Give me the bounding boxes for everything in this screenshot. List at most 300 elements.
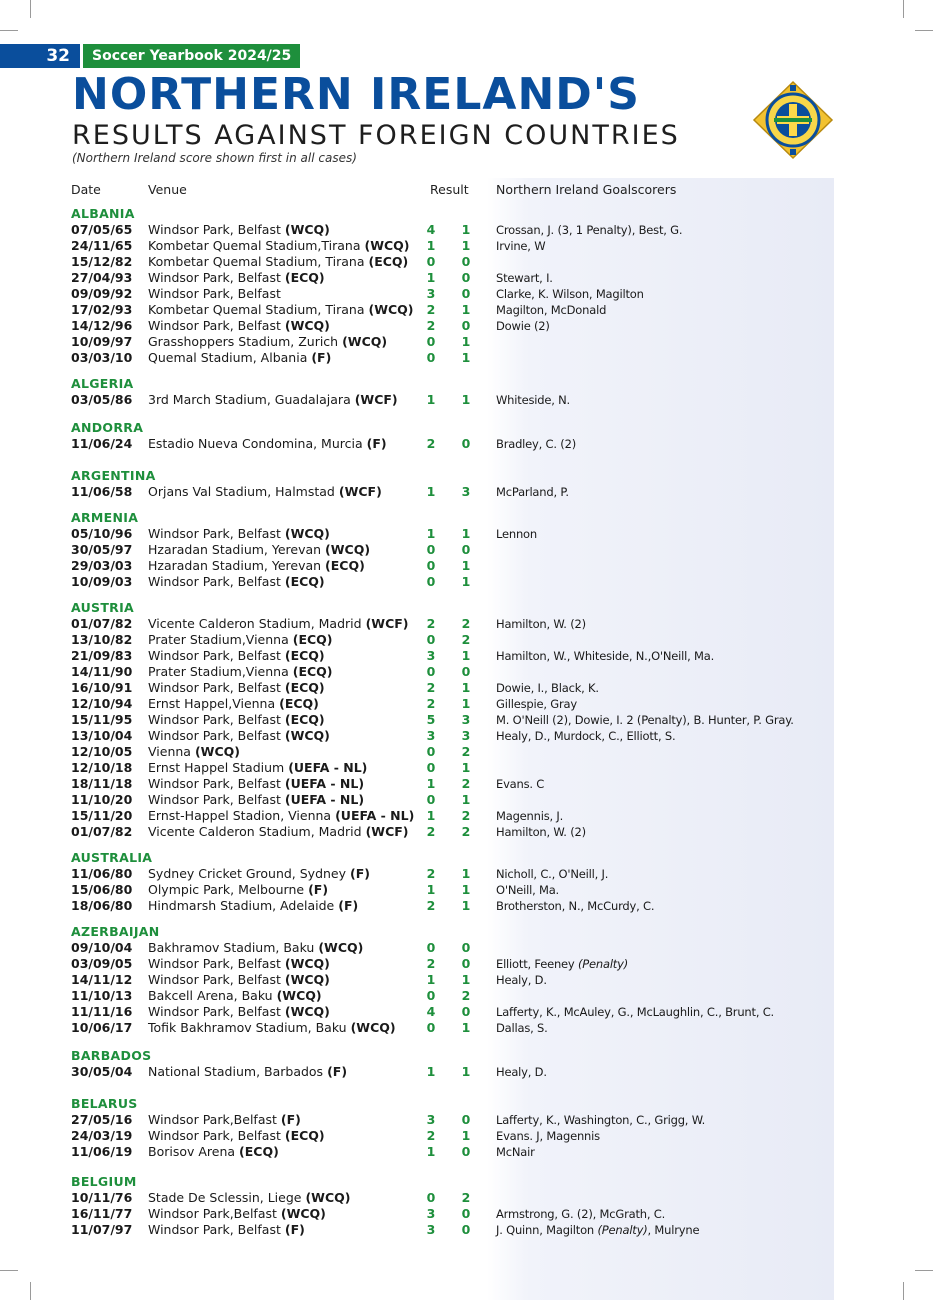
opponent-score: 1 xyxy=(461,350,471,365)
venue-name: Windsor Park, Belfast xyxy=(148,222,281,237)
match-venue xyxy=(148,988,322,1004)
match-row xyxy=(0,956,933,972)
match-venue xyxy=(148,898,358,914)
venue-name: Sydney Cricket Ground, Sydney xyxy=(148,866,347,881)
ni-score: 0 xyxy=(426,1020,436,1035)
ni-score: 4 xyxy=(426,222,436,237)
match-venue xyxy=(148,1112,301,1128)
match-venue xyxy=(148,632,333,648)
match-venue xyxy=(148,302,414,318)
match-date: 03/09/05 xyxy=(71,956,133,971)
match-venue xyxy=(148,1064,347,1080)
match-date: 13/10/82 xyxy=(71,632,133,647)
competition-code: (ECQ) xyxy=(279,696,319,711)
match-row xyxy=(0,664,933,680)
country-heading xyxy=(0,600,933,616)
match-date: 12/10/94 xyxy=(71,696,133,711)
goalscorers: Nicholl, C., O'Neill, J. xyxy=(496,867,609,881)
country-name: ALBANIA xyxy=(71,206,135,221)
venue-name: Estadio Nueva Condomina, Murcia xyxy=(148,436,363,451)
goalscorers: Whiteside, N. xyxy=(496,393,570,407)
country-name: BARBADOS xyxy=(71,1048,152,1063)
competition-code: (F) xyxy=(311,350,332,365)
competition-code: (WCQ) xyxy=(284,222,330,237)
ni-score: 2 xyxy=(426,696,436,711)
crop-mark xyxy=(915,30,933,31)
opponent-score: 0 xyxy=(461,1112,471,1127)
match-row xyxy=(0,1144,933,1160)
ni-score: 2 xyxy=(426,866,436,881)
goalscorers: Dowie (2) xyxy=(496,319,550,333)
competition-code: (WCQ) xyxy=(318,940,364,955)
match-date: 11/07/97 xyxy=(71,1222,133,1237)
match-row xyxy=(0,222,933,238)
match-venue xyxy=(148,956,330,972)
match-venue xyxy=(148,222,330,238)
competition-code: (UEFA - NL) xyxy=(284,776,365,791)
match-venue xyxy=(148,866,370,882)
opponent-score: 0 xyxy=(461,940,471,955)
ni-score: 0 xyxy=(426,940,436,955)
competition-code: (WCQ) xyxy=(284,318,330,333)
competition-code: (WCQ) xyxy=(305,1190,351,1205)
country-name: ALGERIA xyxy=(71,376,134,391)
match-date: 15/12/82 xyxy=(71,254,133,269)
opponent-score: 2 xyxy=(461,808,471,823)
opponent-score: 1 xyxy=(461,1128,471,1143)
goalscorers: Dallas, S. xyxy=(496,1021,548,1035)
competition-code: (WCF) xyxy=(365,616,409,631)
opponent-score: 0 xyxy=(461,436,471,451)
goalscorers: Lafferty, K., McAuley, G., McLaughlin, C., Brunt, C. xyxy=(496,1005,775,1019)
country-heading xyxy=(0,206,933,222)
opponent-score: 0 xyxy=(461,270,471,285)
opponent-score: 1 xyxy=(461,648,471,663)
ni-score: 2 xyxy=(426,898,436,913)
opponent-score: 0 xyxy=(461,956,471,971)
score-note: (Northern Ireland score shown first in all cases) xyxy=(72,151,357,165)
match-date: 01/07/82 xyxy=(71,824,133,839)
match-row xyxy=(0,728,933,744)
goalscorers: Crossan, J. (3, 1 Penalty), Best, G. xyxy=(496,223,683,237)
competition-code: (WCQ) xyxy=(284,972,330,987)
match-venue xyxy=(148,792,364,808)
match-date: 11/06/19 xyxy=(71,1144,133,1159)
venue-name: Windsor Park, Belfast xyxy=(148,286,281,301)
country-name: AUSTRIA xyxy=(71,600,135,615)
competition-code: (F) xyxy=(350,866,370,881)
competition-code: (ECQ) xyxy=(284,1128,325,1143)
match-row xyxy=(0,270,933,286)
publication-label: Soccer Yearbook 2024/25 xyxy=(83,44,300,68)
match-date: 14/11/90 xyxy=(71,664,133,679)
match-row xyxy=(0,760,933,776)
ni-score: 0 xyxy=(426,744,436,759)
match-row xyxy=(0,392,933,408)
venue-name: Windsor Park, Belfast xyxy=(148,574,281,589)
country-name: AUSTRALIA xyxy=(71,850,153,865)
venue-name: Vienna xyxy=(148,744,191,759)
competition-code: (F) xyxy=(338,898,359,913)
opponent-score: 0 xyxy=(461,254,471,269)
ni-score: 2 xyxy=(426,616,436,631)
competition-code: (ECQ) xyxy=(284,680,325,695)
match-row xyxy=(0,808,933,824)
venue-name: Kombetar Quemal Stadium, Tirana xyxy=(148,254,365,269)
ni-score: 3 xyxy=(426,648,436,663)
competition-code: (F) xyxy=(280,1112,301,1127)
goalscorers: Healy, D. xyxy=(496,973,547,987)
competition-code: (WCF) xyxy=(354,392,398,407)
country-heading xyxy=(0,850,933,866)
match-date: 11/06/24 xyxy=(71,436,133,451)
goalscorers: Hamilton, W., Whiteside, N.,O'Neill, Ma. xyxy=(496,649,715,663)
match-row xyxy=(0,616,933,632)
ni-score: 0 xyxy=(426,792,436,807)
goalscorers: Healy, D. xyxy=(496,1065,547,1079)
match-venue xyxy=(148,350,331,366)
opponent-score: 1 xyxy=(461,792,471,807)
ni-score: 1 xyxy=(426,484,436,499)
match-row xyxy=(0,1206,933,1222)
page-number: 32 xyxy=(0,44,80,68)
competition-code: (ECQ) xyxy=(284,712,325,727)
opponent-score: 1 xyxy=(461,866,471,881)
ni-score: 3 xyxy=(426,1222,436,1237)
match-row xyxy=(0,632,933,648)
ni-score: 0 xyxy=(426,558,436,573)
match-row xyxy=(0,1112,933,1128)
match-date: 27/05/16 xyxy=(71,1112,133,1127)
competition-code: (UEFA - NL) xyxy=(335,808,415,823)
goalscorers: Gillespie, Gray xyxy=(496,697,577,711)
match-date: 24/11/65 xyxy=(71,238,133,253)
match-date: 11/10/13 xyxy=(71,988,133,1003)
ni-score: 1 xyxy=(426,392,436,407)
goalscorers: McParland, P. xyxy=(496,485,569,499)
ni-score: 1 xyxy=(426,238,436,253)
match-row xyxy=(0,648,933,664)
match-date: 10/09/03 xyxy=(71,574,133,589)
results-list xyxy=(0,206,933,1238)
country-heading xyxy=(0,468,933,484)
match-row xyxy=(0,824,933,840)
match-venue xyxy=(148,558,365,574)
goalscorers: Brotherston, N., McCurdy, C. xyxy=(496,899,655,913)
goalscorers: Magennis, J. xyxy=(496,809,564,823)
match-date: 01/07/82 xyxy=(71,616,133,631)
goalscorers: Clarke, K. Wilson, Magilton xyxy=(496,287,644,301)
venue-name: Windsor Park, Belfast xyxy=(148,956,281,971)
competition-code: (WCQ) xyxy=(284,526,330,541)
match-row xyxy=(0,1064,933,1080)
crop-mark xyxy=(903,1282,904,1300)
match-venue xyxy=(148,574,325,590)
match-date: 14/12/96 xyxy=(71,318,133,333)
venue-name: Hzaradan Stadium, Yerevan xyxy=(148,542,322,557)
opponent-score: 1 xyxy=(461,1064,471,1079)
venue-name: Kombetar Quemal Stadium,Tirana xyxy=(148,238,361,253)
ni-score: 0 xyxy=(426,988,436,1003)
competition-code: (WCQ) xyxy=(325,542,371,557)
venue-name: Windsor Park, Belfast xyxy=(148,1004,281,1019)
venue-name: Olympic Park, Melbourne xyxy=(148,882,305,897)
opponent-score: 0 xyxy=(461,542,471,557)
opponent-score: 1 xyxy=(461,696,471,711)
match-venue xyxy=(148,392,398,408)
match-venue xyxy=(148,334,387,350)
match-row xyxy=(0,574,933,590)
opponent-score: 1 xyxy=(461,334,471,349)
country-heading xyxy=(0,1174,933,1190)
venue-name: Windsor Park, Belfast xyxy=(148,728,281,743)
match-row xyxy=(0,238,933,254)
match-row xyxy=(0,1222,933,1238)
venue-name: Hindmarsh Stadium, Adelaide xyxy=(148,898,335,913)
match-row xyxy=(0,696,933,712)
venue-name: Vicente Calderon Stadium, Madrid xyxy=(148,616,362,631)
competition-code: (ECQ) xyxy=(284,648,325,663)
venue-name: Hzaradan Stadium, Yerevan xyxy=(148,558,322,573)
match-date: 15/06/80 xyxy=(71,882,133,897)
competition-code: (F) xyxy=(308,882,329,897)
competition-code: (WCQ) xyxy=(284,956,330,971)
ni-score: 0 xyxy=(426,542,436,557)
match-date: 30/05/04 xyxy=(71,1064,133,1079)
match-date: 13/10/04 xyxy=(71,728,133,743)
match-venue xyxy=(148,664,333,680)
competition-code: (WCF) xyxy=(365,824,409,839)
venue-name: Windsor Park, Belfast xyxy=(148,712,281,727)
match-venue xyxy=(148,1222,305,1238)
opponent-score: 1 xyxy=(461,558,471,573)
match-date: 03/03/10 xyxy=(71,350,133,365)
match-venue xyxy=(148,712,325,728)
match-date: 15/11/20 xyxy=(71,808,133,823)
ni-score: 4 xyxy=(426,1004,436,1019)
match-row xyxy=(0,558,933,574)
venue-name: Windsor Park, Belfast xyxy=(148,270,281,285)
opponent-score: 0 xyxy=(461,1144,471,1159)
competition-code: (ECQ) xyxy=(292,632,333,647)
venue-name: Windsor Park,Belfast xyxy=(148,1112,277,1127)
opponent-score: 2 xyxy=(461,632,471,647)
header-scorers: Northern Ireland Goalscorers xyxy=(496,182,677,197)
ni-score: 0 xyxy=(426,574,436,589)
opponent-score: 0 xyxy=(461,318,471,333)
match-date: 18/11/18 xyxy=(71,776,133,791)
opponent-score: 1 xyxy=(461,392,471,407)
opponent-score: 2 xyxy=(461,988,471,1003)
crop-mark xyxy=(903,0,904,18)
ni-score: 0 xyxy=(426,664,436,679)
crop-mark xyxy=(0,30,18,31)
goalscorers: Hamilton, W. (2) xyxy=(496,617,586,631)
opponent-score: 0 xyxy=(461,1004,471,1019)
match-row xyxy=(0,988,933,1004)
venue-name: Vicente Calderon Stadium, Madrid xyxy=(148,824,362,839)
ni-score: 1 xyxy=(426,808,436,823)
ni-score: 2 xyxy=(426,680,436,695)
ni-score: 2 xyxy=(426,436,436,451)
match-row xyxy=(0,1190,933,1206)
country-name: ARMENIA xyxy=(71,510,139,525)
header-result: Result xyxy=(430,182,469,197)
match-row xyxy=(0,334,933,350)
venue-name: Windsor Park, Belfast xyxy=(148,526,281,541)
venue-name: Windsor Park, Belfast xyxy=(148,1128,281,1143)
opponent-score: 2 xyxy=(461,616,471,631)
ni-score: 1 xyxy=(426,972,436,987)
match-row xyxy=(0,254,933,270)
competition-code: (ECQ) xyxy=(239,1144,279,1159)
country-heading xyxy=(0,924,933,940)
goalscorers: Elliott, Feeney (Penalty) xyxy=(496,957,629,971)
goalscorers: Stewart, I. xyxy=(496,271,553,285)
opponent-score: 1 xyxy=(461,222,471,237)
goalscorers: Evans. J, Magennis xyxy=(496,1129,600,1143)
match-row xyxy=(0,882,933,898)
match-venue xyxy=(148,270,325,286)
opponent-score: 1 xyxy=(461,898,471,913)
competition-code: (F) xyxy=(366,436,387,451)
competition-code: (F) xyxy=(327,1064,348,1079)
match-date: 09/09/92 xyxy=(71,286,133,301)
venue-name: Windsor Park, Belfast xyxy=(148,972,281,987)
match-date: 10/09/97 xyxy=(71,334,133,349)
opponent-score: 1 xyxy=(461,238,471,253)
venue-name: Quemal Stadium, Albania xyxy=(148,350,308,365)
match-date: 18/06/80 xyxy=(71,898,133,913)
ni-score: 1 xyxy=(426,526,436,541)
goalscorers: Armstrong, G. (2), McGrath, C. xyxy=(496,1207,666,1221)
match-venue xyxy=(148,824,409,840)
ni-score: 0 xyxy=(426,350,436,365)
match-row xyxy=(0,1128,933,1144)
ni-score: 1 xyxy=(426,882,436,897)
opponent-score: 1 xyxy=(461,760,471,775)
match-date: 05/10/96 xyxy=(71,526,133,541)
match-row xyxy=(0,776,933,792)
goalscorers: Lafferty, K., Washington, C., Grigg, W. xyxy=(496,1113,706,1127)
match-venue xyxy=(148,744,240,760)
match-venue xyxy=(148,484,382,500)
crop-mark xyxy=(30,0,31,18)
country-name: BELARUS xyxy=(71,1096,138,1111)
goalscorers: O'Neill, Ma. xyxy=(496,883,560,897)
competition-code: (WCF) xyxy=(338,484,382,499)
country-name: BELGIUM xyxy=(71,1174,137,1189)
goalscorers: Hamilton, W. (2) xyxy=(496,825,586,839)
page-title: NORTHERN IRELAND'S xyxy=(72,69,640,120)
match-row xyxy=(0,1004,933,1020)
opponent-score: 1 xyxy=(461,882,471,897)
match-venue xyxy=(148,680,325,696)
venue-name: Windsor Park, Belfast xyxy=(148,680,281,695)
ni-score: 0 xyxy=(426,760,436,775)
venue-name: 3rd March Stadium, Guadalajara xyxy=(148,392,351,407)
country-heading xyxy=(0,1096,933,1112)
country-name: AZERBAIJAN xyxy=(71,924,160,939)
match-date: 21/09/83 xyxy=(71,648,133,663)
match-date: 11/06/80 xyxy=(71,866,133,881)
match-date: 16/11/77 xyxy=(71,1206,133,1221)
opponent-score: 1 xyxy=(461,1020,471,1035)
opponent-score: 2 xyxy=(461,744,471,759)
ni-score: 3 xyxy=(426,728,436,743)
match-venue xyxy=(148,940,363,956)
venue-name: Bakcell Arena, Baku xyxy=(148,988,273,1003)
opponent-score: 0 xyxy=(461,664,471,679)
match-venue xyxy=(148,882,328,898)
match-venue xyxy=(148,1206,326,1222)
venue-name: Windsor Park, Belfast xyxy=(148,792,281,807)
match-venue xyxy=(148,648,325,664)
venue-name: Kombetar Quemal Stadium, Tirana xyxy=(148,302,365,317)
venue-name: Tofik Bakhramov Stadium, Baku xyxy=(148,1020,347,1035)
goalscorers: Dowie, I., Black, K. xyxy=(496,681,599,695)
opponent-score: 2 xyxy=(461,824,471,839)
ni-score: 2 xyxy=(426,318,436,333)
match-venue xyxy=(148,286,281,302)
match-date: 10/11/76 xyxy=(71,1190,133,1205)
competition-code: (WCQ) xyxy=(284,1004,330,1019)
match-venue xyxy=(148,1004,330,1020)
opponent-score: 0 xyxy=(461,286,471,301)
venue-name: Windsor Park, Belfast xyxy=(148,318,281,333)
opponent-score: 2 xyxy=(461,1190,471,1205)
penalty-note: (Penalty) xyxy=(577,957,629,971)
venue-name: Borisov Arena xyxy=(148,1144,236,1159)
match-row xyxy=(0,484,933,500)
opponent-score: 2 xyxy=(461,776,471,791)
venue-name: Prater Stadium,Vienna xyxy=(148,632,289,647)
ifa-crest-logo xyxy=(752,80,834,160)
opponent-score: 1 xyxy=(461,680,471,695)
crop-mark xyxy=(30,1282,31,1300)
match-row xyxy=(0,526,933,542)
goalscorers: Healy, D., Murdock, C., Elliott, S. xyxy=(496,729,676,743)
match-row xyxy=(0,712,933,728)
competition-code: (ECQ) xyxy=(284,270,325,285)
table-header xyxy=(0,182,933,200)
ni-score: 3 xyxy=(426,286,436,301)
match-row xyxy=(0,286,933,302)
venue-name: Prater Stadium,Vienna xyxy=(148,664,289,679)
ni-score: 0 xyxy=(426,632,436,647)
crop-mark xyxy=(915,1270,933,1271)
competition-code: (WCQ) xyxy=(194,744,240,759)
opponent-score: 3 xyxy=(461,728,471,743)
opponent-score: 0 xyxy=(461,1206,471,1221)
ni-score: 3 xyxy=(426,1112,436,1127)
goalscorers: J. Quinn, Magilton (Penalty), Mulryne xyxy=(496,1223,700,1237)
competition-code: (WCQ) xyxy=(284,728,330,743)
ni-score: 5 xyxy=(426,712,436,727)
venue-name: Windsor Park, Belfast xyxy=(148,776,281,791)
match-venue xyxy=(148,776,364,792)
match-row xyxy=(0,898,933,914)
match-row xyxy=(0,680,933,696)
match-row xyxy=(0,318,933,334)
match-venue xyxy=(148,238,410,254)
venue-name: Ernst Happel Stadium xyxy=(148,760,285,775)
goalscorers: Magilton, McDonald xyxy=(496,303,607,317)
match-venue xyxy=(148,436,387,452)
country-heading xyxy=(0,376,933,392)
venue-name: Bakhramov Stadium, Baku xyxy=(148,940,315,955)
match-date: 09/10/04 xyxy=(71,940,133,955)
